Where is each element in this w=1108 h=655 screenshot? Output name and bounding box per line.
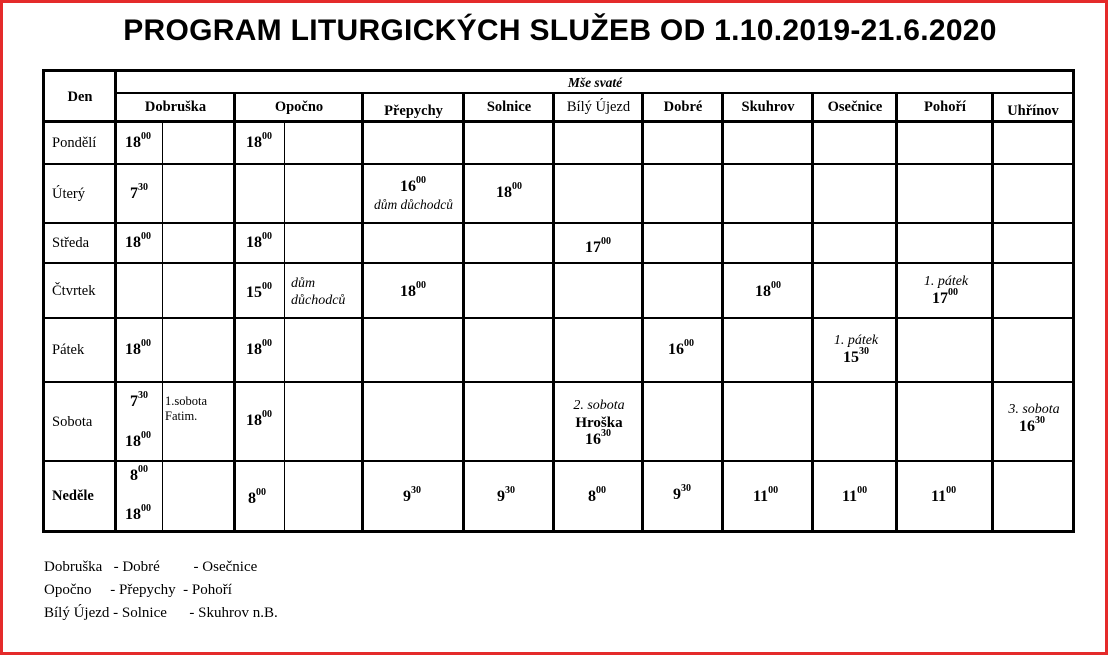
header-den: Den bbox=[67, 89, 93, 105]
note-fri-osecnice: 1. pátek bbox=[833, 333, 879, 348]
time-sat-dobruska-1: $7^{30}$ bbox=[130, 390, 148, 410]
note-sat-dobruska-2: Fatim. bbox=[165, 409, 198, 423]
legend-line-3: Bílý Újezd - Solnice - Skuhrov n.B. bbox=[44, 605, 278, 621]
header-prepychy: Přepychy bbox=[384, 103, 443, 119]
note-tue-prepychy: dům důchodců bbox=[373, 197, 454, 212]
time-mon-dobruska: $18^{00}$ bbox=[125, 131, 151, 151]
time-tue-prepychy: $16^{00}$ bbox=[400, 175, 426, 195]
time-fri-opocno: $18^{00}$ bbox=[246, 338, 272, 358]
time-tue-dobruska: $7^{30}$ bbox=[130, 182, 148, 202]
time-sat-uhrinov: $16^{30}$ bbox=[1019, 415, 1045, 435]
header-skuhrov: Skuhrov bbox=[741, 99, 795, 115]
time-thu-opocno: $15^{00}$ bbox=[246, 281, 272, 301]
day-saturday: Sobota bbox=[52, 413, 93, 430]
time-fri-dobruska: $18^{00}$ bbox=[125, 338, 151, 358]
header-dobruska: Dobruška bbox=[144, 99, 207, 115]
time-wed-opocno: $18^{00}$ bbox=[246, 231, 272, 251]
time-wed-bily: $17^{00}$ bbox=[585, 236, 611, 256]
time-sat-dobruska-2: $18^{00}$ bbox=[125, 430, 151, 450]
legend-line-2: Opočno - Přepychy - Pohoří bbox=[44, 582, 232, 598]
header-uhrinov: Uhřínov bbox=[1007, 103, 1059, 119]
day-monday: Pondělí bbox=[52, 135, 97, 151]
time-sun-dobruska-1: $8^{00}$ bbox=[130, 464, 148, 484]
time-sun-osecnice: $11^{00}$ bbox=[842, 485, 868, 505]
note-thu-opocno-2: důchodců bbox=[291, 293, 346, 308]
header-solnice: Solnice bbox=[486, 99, 532, 115]
place-sat-bily: Hroška bbox=[575, 415, 623, 431]
time-sun-dobre: $9^{30}$ bbox=[673, 483, 691, 503]
day-friday: Pátek bbox=[52, 342, 85, 358]
day-tuesday: Úterý bbox=[52, 185, 86, 202]
time-sun-pohori: $11^{00}$ bbox=[931, 485, 957, 505]
time-thu-prepychy: $18^{00}$ bbox=[400, 280, 426, 300]
time-sun-dobruska-2: $18^{00}$ bbox=[125, 503, 151, 523]
header-dobre: Dobré bbox=[663, 99, 703, 115]
time-wed-dobruska: $18^{00}$ bbox=[125, 231, 151, 251]
legend-line-1: Dobruška - Dobré - Osečnice bbox=[44, 559, 258, 575]
time-sun-solnice: $9^{30}$ bbox=[497, 485, 515, 505]
header-pohori: Pohoří bbox=[924, 99, 966, 115]
time-fri-osecnice: $15^{30}$ bbox=[843, 346, 869, 366]
time-sun-prepychy: $9^{30}$ bbox=[403, 485, 421, 505]
header-opocno: Opočno bbox=[274, 99, 324, 115]
note-sat-uhrinov: 3. sobota bbox=[1008, 402, 1060, 417]
note-thu-pohori: 1. pátek bbox=[923, 274, 969, 289]
time-sat-opocno: $18^{00}$ bbox=[246, 409, 272, 429]
note-sat-dobruska-1: 1.sobota bbox=[165, 394, 208, 408]
time-thu-pohori: $17^{00}$ bbox=[932, 287, 958, 307]
day-thursday: Čtvrtek bbox=[52, 282, 96, 299]
time-sun-opocno: $8^{00}$ bbox=[248, 487, 266, 507]
note-sat-bily: 2. sobota bbox=[573, 398, 625, 413]
note-thu-opocno-1: dům bbox=[291, 276, 316, 291]
day-wednesday: Středa bbox=[52, 235, 90, 251]
header-bily-ujezd: Bílý Újezd bbox=[566, 99, 631, 115]
time-mon-opocno: $18^{00}$ bbox=[246, 131, 272, 151]
header-osecnice: Osečnice bbox=[827, 99, 883, 115]
page-title: PROGRAM LITURGICKÝCH SLUŽEB OD 1.10.2019-21.6.2020 bbox=[123, 14, 997, 47]
time-sat-bily: $16^{30}$ bbox=[585, 428, 611, 448]
day-sunday: Neděle bbox=[52, 488, 94, 504]
header-mse-svate: Mše svaté bbox=[567, 75, 623, 90]
time-sun-bily: $8^{00}$ bbox=[588, 485, 606, 505]
time-thu-skuhrov: $18^{00}$ bbox=[755, 280, 781, 300]
time-fri-dobre: $16^{00}$ bbox=[668, 338, 694, 358]
time-tue-solnice: $18^{00}$ bbox=[496, 181, 522, 201]
time-sun-skuhrov: $11^{00}$ bbox=[753, 485, 779, 505]
